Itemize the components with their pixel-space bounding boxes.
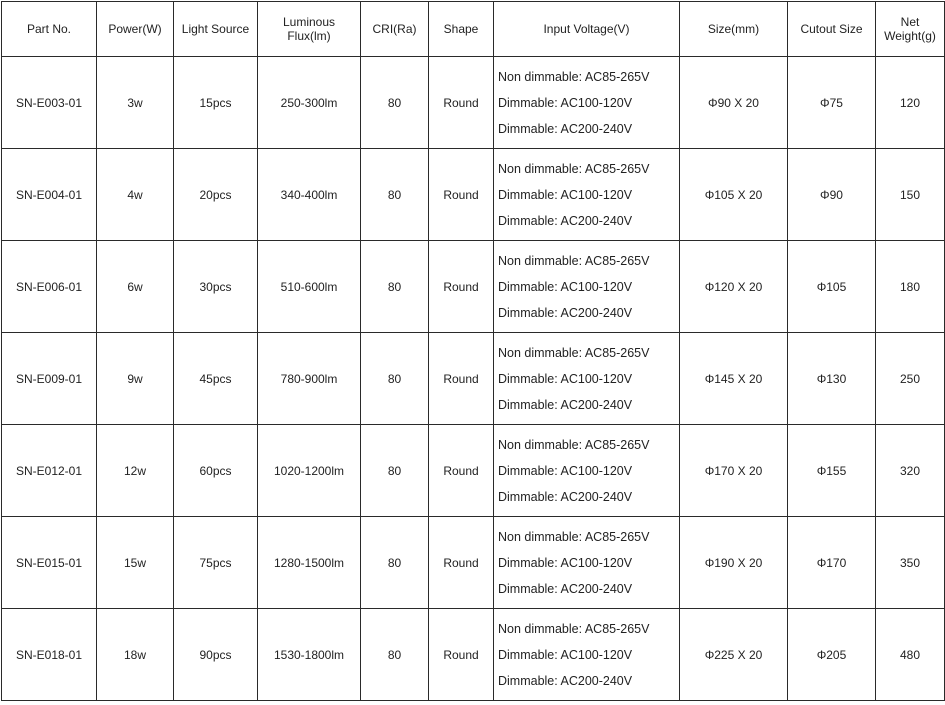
voltage-line: Non dimmable: AC85-265V: [498, 529, 650, 544]
cell-size: Φ120 X 20: [680, 241, 788, 333]
cell-input-voltage: [494, 149, 680, 241]
cell-size: Φ105 X 20: [680, 149, 788, 241]
header-input-voltage: Input Voltage(V): [494, 2, 680, 57]
cell-cutout-size: Φ90: [788, 149, 876, 241]
header-size: Size(mm): [680, 2, 788, 57]
cell-size: Φ170 X 20: [680, 425, 788, 517]
voltage-line: Dimmable: AC200-240V: [498, 673, 633, 688]
table-row: [2, 609, 945, 701]
voltage-line: Dimmable: AC100-120V: [498, 279, 633, 294]
header-net-weight: Net Weight(g): [876, 2, 945, 57]
cell-cutout-size: Φ170: [788, 517, 876, 609]
table-body: [2, 57, 945, 701]
voltage-line: Dimmable: AC100-120V: [498, 647, 633, 662]
cell-shape: Round: [429, 609, 494, 701]
cell-cri: 80: [361, 425, 429, 517]
table-row: [2, 425, 945, 517]
cell-input-voltage: [494, 609, 680, 701]
cell-light-source: 20pcs: [174, 149, 258, 241]
cell-shape: Round: [429, 149, 494, 241]
cell-size: Φ225 X 20: [680, 609, 788, 701]
voltage-line: Non dimmable: AC85-265V: [498, 161, 650, 176]
voltage-line: Dimmable: AC200-240V: [498, 489, 633, 504]
header-shape: Shape: [429, 2, 494, 57]
cell-net-weight: 120: [876, 57, 945, 149]
cell-power: 18w: [97, 609, 174, 701]
cell-size: Φ90 X 20: [680, 57, 788, 149]
cell-net-weight: 250: [876, 333, 945, 425]
cell-cri: 80: [361, 517, 429, 609]
voltage-line: Dimmable: AC200-240V: [498, 397, 633, 412]
voltage-line: Dimmable: AC200-240V: [498, 213, 633, 228]
cell-input-voltage: [494, 517, 680, 609]
cell-power: 12w: [97, 425, 174, 517]
cell-input-voltage: [494, 57, 680, 149]
header-light-source: Light Source: [174, 2, 258, 57]
voltage-line: Non dimmable: AC85-265V: [498, 345, 650, 360]
cell-part-no: SN-E009-01: [2, 333, 97, 425]
cell-net-weight: 350: [876, 517, 945, 609]
spec-table: [1, 1, 945, 701]
table-row: [2, 333, 945, 425]
cell-light-source: 75pcs: [174, 517, 258, 609]
table-row: [2, 241, 945, 333]
cell-cri: 80: [361, 149, 429, 241]
cell-power: 6w: [97, 241, 174, 333]
header-cutout-size: Cutout Size: [788, 2, 876, 57]
cell-luminous-flux: 1280-1500lm: [258, 517, 361, 609]
cell-cri: 80: [361, 333, 429, 425]
cell-shape: Round: [429, 241, 494, 333]
cell-input-voltage: [494, 425, 680, 517]
cell-shape: Round: [429, 425, 494, 517]
cell-light-source: 45pcs: [174, 333, 258, 425]
table-row: [2, 149, 945, 241]
voltage-line: Dimmable: AC100-120V: [498, 371, 633, 386]
voltage-line: Dimmable: AC200-240V: [498, 581, 633, 596]
cell-shape: Round: [429, 517, 494, 609]
cell-light-source: 90pcs: [174, 609, 258, 701]
cell-net-weight: 180: [876, 241, 945, 333]
voltage-line: Dimmable: AC100-120V: [498, 95, 633, 110]
cell-cutout-size: Φ205: [788, 609, 876, 701]
header-luminous-flux: Luminous Flux(lm): [258, 2, 361, 57]
cell-luminous-flux: 1020-1200lm: [258, 425, 361, 517]
cell-light-source: 15pcs: [174, 57, 258, 149]
table-row: [2, 517, 945, 609]
cell-net-weight: 150: [876, 149, 945, 241]
cell-part-no: SN-E018-01: [2, 609, 97, 701]
cell-part-no: SN-E003-01: [2, 57, 97, 149]
cell-power: 4w: [97, 149, 174, 241]
cell-input-voltage: [494, 333, 680, 425]
cell-part-no: SN-E004-01: [2, 149, 97, 241]
voltage-line: Non dimmable: AC85-265V: [498, 621, 650, 636]
cell-shape: Round: [429, 57, 494, 149]
header-row: [2, 2, 945, 57]
cell-part-no: SN-E012-01: [2, 425, 97, 517]
voltage-line: Dimmable: AC100-120V: [498, 463, 633, 478]
cell-light-source: 60pcs: [174, 425, 258, 517]
cell-cutout-size: Φ155: [788, 425, 876, 517]
voltage-line: Non dimmable: AC85-265V: [498, 437, 650, 452]
cell-power: 3w: [97, 57, 174, 149]
cell-power: 9w: [97, 333, 174, 425]
voltage-line: Non dimmable: AC85-265V: [498, 253, 650, 268]
cell-luminous-flux: 250-300lm: [258, 57, 361, 149]
cell-part-no: SN-E006-01: [2, 241, 97, 333]
voltage-line: Dimmable: AC200-240V: [498, 121, 633, 136]
cell-cri: 80: [361, 57, 429, 149]
cell-size: Φ145 X 20: [680, 333, 788, 425]
cell-luminous-flux: 340-400lm: [258, 149, 361, 241]
header-part-no: Part No.: [2, 2, 97, 57]
cell-cutout-size: Φ75: [788, 57, 876, 149]
cell-cutout-size: Φ130: [788, 333, 876, 425]
cell-part-no: SN-E015-01: [2, 517, 97, 609]
voltage-line: Non dimmable: AC85-265V: [498, 69, 650, 84]
cell-cri: 80: [361, 609, 429, 701]
cell-size: Φ190 X 20: [680, 517, 788, 609]
cell-cutout-size: Φ105: [788, 241, 876, 333]
cell-net-weight: 480: [876, 609, 945, 701]
table-row: [2, 57, 945, 149]
cell-luminous-flux: 780-900lm: [258, 333, 361, 425]
cell-luminous-flux: 510-600lm: [258, 241, 361, 333]
voltage-line: Dimmable: AC200-240V: [498, 305, 633, 320]
cell-input-voltage: [494, 241, 680, 333]
cell-shape: Round: [429, 333, 494, 425]
header-cri: CRI(Ra): [361, 2, 429, 57]
cell-net-weight: 320: [876, 425, 945, 517]
voltage-line: Dimmable: AC100-120V: [498, 187, 633, 202]
cell-light-source: 30pcs: [174, 241, 258, 333]
cell-cri: 80: [361, 241, 429, 333]
cell-power: 15w: [97, 517, 174, 609]
voltage-line: Dimmable: AC100-120V: [498, 555, 633, 570]
cell-luminous-flux: 1530-1800lm: [258, 609, 361, 701]
header-power: Power(W): [97, 2, 174, 57]
